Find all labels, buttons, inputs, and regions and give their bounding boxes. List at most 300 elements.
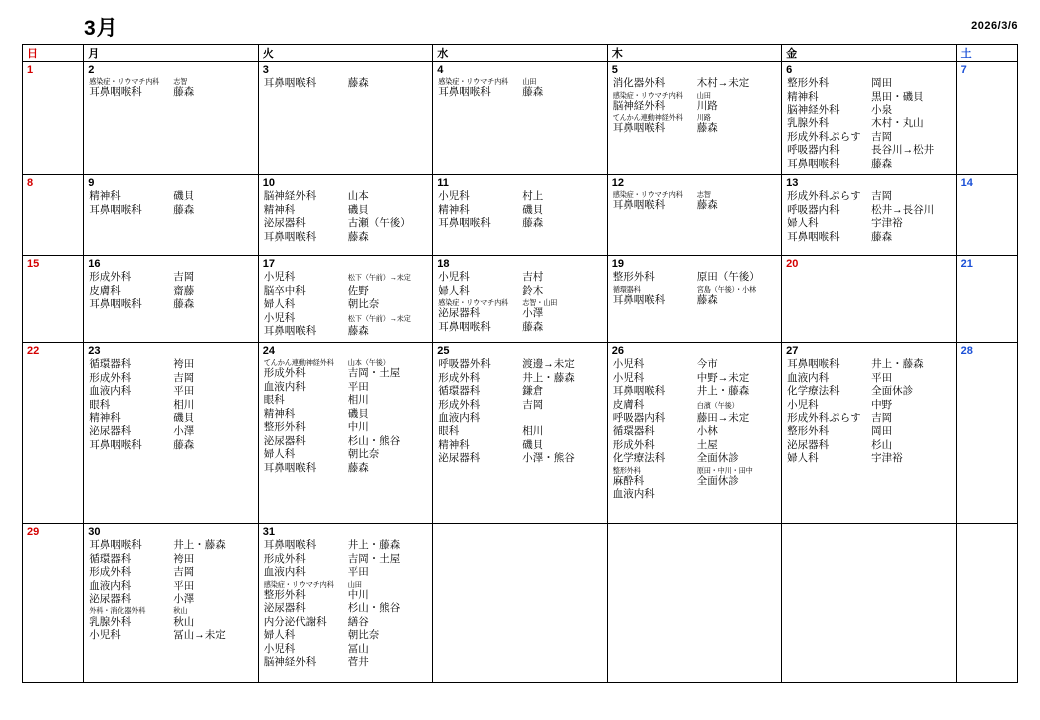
day-number: 24 [262,345,276,358]
day-entry-list [259,190,432,247]
entry-doctor: 志智 [696,190,711,200]
calendar-day-cell[interactable] [782,175,956,256]
entry-doctor: 藤森 [347,77,369,90]
day-entry-list [782,358,955,469]
entry-department: 泌尿器科 [438,452,481,465]
entry-doctor: 吉岡・土屋 [347,552,401,565]
day-number: 20 [786,258,799,271]
schedule-entry [264,231,429,244]
day-number: 10 [262,177,276,190]
entry-department: 脳神経外科 [787,103,840,116]
day-number: 30 [88,526,101,539]
schedule-entry [264,394,429,407]
schedule-entry [89,298,254,311]
calendar-day-cell[interactable] [23,524,84,683]
entry-doctor: 平田 [173,385,195,398]
calendar-day-cell[interactable] [607,256,781,343]
entry-department: 泌尿器科 [89,425,132,438]
schedule-entry [613,190,778,199]
entry-doctor: 中野→未定 [696,371,750,384]
entry-doctor: 原田（午後） [696,271,760,284]
entry-doctor: 藤森 [173,438,195,451]
calendar-day-cell[interactable] [23,175,84,256]
entry-department: 耳鼻咽喉科 [787,157,840,170]
entry-department: 形成外科 [438,371,481,384]
schedule-entry [613,294,778,307]
entry-department: 循環器科 [89,552,132,565]
calendar-day-cell[interactable] [84,62,258,175]
entry-department: 化学療法科 [787,385,840,398]
day-entry-list [782,77,955,174]
entry-doctor: 磯貝 [173,412,195,424]
entry-department: 小児科 [263,271,296,284]
day-number: 6 [786,64,793,76]
entry-doctor: 川路 [696,113,711,123]
schedule-entry [264,435,429,448]
calendar-header-row [23,45,1018,62]
schedule-entry [264,539,429,552]
schedule-entry [89,204,254,217]
entry-department: 整形外科 [612,271,655,284]
day-number: 29 [27,526,40,539]
day-number: 18 [437,258,450,271]
entry-doctor: 鈴木 [522,284,544,297]
schedule-entry [787,231,952,244]
schedule-entry [264,553,429,566]
day-number: 21 [960,258,973,271]
schedule-entry [438,372,603,385]
schedule-entry [613,199,778,212]
entry-department: 精神科 [787,90,819,103]
entry-department: 泌尿器科 [89,593,132,605]
entry-doctor: 冨山→未定 [173,629,226,642]
entry-doctor: 吉岡 [871,130,893,143]
entry-department: 耳鼻咽喉科 [263,325,317,337]
schedule-entry [89,616,254,629]
entry-department: 小児科 [89,629,121,642]
dow-header-1: 月 [84,45,258,62]
entry-doctor: 宇津裕 [871,452,903,465]
entry-doctor: 袴田 [173,358,195,371]
schedule-entry [264,381,429,394]
calendar-day-cell[interactable] [433,62,607,175]
entry-department: 感染症・リウマチ内科 [612,90,683,100]
day-entry-list [957,190,1017,193]
schedule-entry [613,399,778,412]
day-number: 31 [262,526,276,539]
schedule-entry [613,91,778,100]
schedule-entry [787,425,952,438]
entry-doctor: 相川 [347,394,369,407]
entry-department: 形成外科 [263,367,306,380]
schedule-entry [89,77,254,86]
entry-department: 耳鼻咽喉科 [263,539,317,552]
entry-department: 呼吸器内科 [787,203,840,216]
calendar-day-cell[interactable] [84,524,258,683]
entry-doctor: 藤森 [173,86,195,99]
day-number: 15 [27,258,40,271]
entry-doctor: 今市 [696,358,718,371]
day-number: 9 [88,177,95,190]
entry-department: 脳神経外科 [263,655,317,668]
schedule-entry [264,589,429,602]
calendar-day-cell[interactable] [956,343,1017,524]
calendar-day-cell[interactable] [782,256,956,343]
entry-department: 脳神経外科 [263,190,317,203]
calendar-day-cell[interactable] [258,62,432,175]
schedule-entry [787,158,952,171]
entry-department: 形成外科 [89,371,132,384]
day-number: 13 [786,177,799,190]
schedule-entry [438,385,603,398]
entry-department: 感染症・リウマチ内科 [438,77,509,87]
schedule-entry [613,452,778,465]
entry-doctor: 山田 [522,77,537,87]
schedule-entry [438,271,603,284]
calendar-day-cell[interactable] [956,524,1017,683]
entry-department: 精神科 [263,203,296,216]
schedule-entry [264,217,429,230]
entry-department: 整形外科 [263,421,306,434]
schedule-entry [787,217,952,230]
calendar-day-cell[interactable] [607,524,781,683]
entry-doctor: 志智 [173,77,188,87]
entry-doctor: 藤森 [871,157,893,170]
entry-department: 精神科 [89,412,121,424]
schedule-entry [787,144,952,157]
schedule-entry [89,553,254,566]
day-entry-list [433,271,606,337]
entry-doctor: 藤森 [696,122,718,135]
entry-department: 循環器科 [612,284,641,294]
entry-doctor: 藤森 [347,461,369,474]
schedule-entry [89,385,254,398]
day-entry-list [433,190,606,233]
entry-doctor: 全面休診 [696,474,739,487]
schedule-entry [264,616,429,629]
entry-doctor: 中野 [871,398,893,411]
day-entry-list [608,190,781,216]
schedule-entry [613,271,778,284]
entry-department: 形成外科 [89,271,132,284]
entry-doctor: 磯貝 [347,203,369,216]
schedule-entry [89,593,254,606]
entry-doctor: 中川 [347,588,369,601]
print-date: 2026/3/6 [971,20,1018,32]
calendar-day-cell[interactable] [433,343,607,524]
calendar-day-cell[interactable] [258,175,432,256]
schedule-entry [787,412,952,425]
schedule-entry [89,412,254,425]
schedule-entry [89,580,254,593]
entry-doctor: 杉山・熊谷 [347,602,401,615]
dow-header-5: 金 [782,45,956,62]
calendar-day-cell[interactable] [607,343,781,524]
day-number: 27 [786,345,799,358]
entry-department: 形成外科 [438,398,481,411]
day-entry-list [608,527,781,530]
schedule-entry [438,298,603,307]
entry-doctor: 松下（午前）→未定 [347,313,411,323]
schedule-entry [89,190,254,203]
entry-department: 耳鼻咽喉科 [787,230,840,243]
entry-doctor: 小泉 [871,103,893,116]
schedule-entry [787,439,952,452]
schedule-entry [264,358,429,367]
entry-department: 耳鼻咽喉科 [612,293,666,306]
entry-department: 耳鼻咽喉科 [438,320,491,333]
day-entry-list [259,77,432,93]
day-entry-list [84,539,257,645]
schedule-entry [787,77,952,90]
entry-doctor: 岡田 [871,425,893,438]
calendar-day-cell[interactable] [23,62,84,175]
schedule-entry [787,104,952,117]
entry-department: 消化器外科 [612,77,666,90]
day-entry-list [84,77,257,103]
day-number: 1 [27,64,34,76]
entry-doctor: 長谷川→松井 [871,144,935,157]
calendar-day-cell[interactable] [433,256,607,343]
entry-doctor: 磯貝 [347,407,369,420]
dow-header-6: 土 [956,45,1017,62]
entry-doctor: 藤森 [522,217,544,230]
schedule-entry [89,86,254,99]
schedule-entry [264,580,429,589]
entry-department: 婦人科 [263,448,296,461]
entry-department: 血液内科 [438,412,481,424]
entry-doctor: 相川 [173,398,195,411]
entry-department: 整形外科 [787,425,830,438]
day-number: 4 [437,64,444,76]
entry-department: 内分泌代謝科 [263,615,327,628]
entry-department: 形成外科ぷらす [787,190,861,203]
entry-doctor: 吉村 [522,271,544,284]
entry-doctor: 全面休診 [696,452,739,465]
calendar-day-cell[interactable] [956,175,1017,256]
schedule-entry [613,439,778,452]
entry-doctor: 齋藤 [173,284,195,297]
schedule-entry [787,91,952,104]
calendar-day-cell[interactable] [433,175,607,256]
schedule-entry [613,475,778,488]
schedule-entry [264,421,429,434]
schedule-entry [89,629,254,642]
entry-department: 乳腺外科 [787,117,830,130]
entry-department: 婦人科 [263,629,296,642]
entry-department: 耳鼻咽喉科 [89,298,142,311]
schedule-entry [264,298,429,311]
schedule-entry [264,325,429,338]
day-entry-list [259,358,432,478]
entry-department: 外科・消化器外科 [89,606,146,616]
entry-department: 整形外科 [787,77,830,90]
entry-department: 婦人科 [787,452,819,465]
day-number: 8 [27,177,34,190]
entry-doctor: 磯貝 [522,438,544,451]
day-entry-list [608,271,781,310]
calendar-day-cell[interactable] [84,175,258,256]
entry-department: 耳鼻咽喉科 [438,86,491,99]
entry-department: 麻酔科 [612,474,645,487]
entry-doctor: 吉岡 [173,371,195,384]
day-number: 22 [27,345,40,358]
entry-doctor: 原田・中川・田中 [696,465,753,475]
schedule-entry [89,372,254,385]
schedule-entry [438,217,603,230]
entry-doctor: 古瀬（午後） [347,217,411,230]
entry-doctor: 岡田 [871,77,893,90]
entry-department: 血液内科 [263,566,306,579]
calendar-day-cell[interactable] [782,62,956,175]
day-number: 23 [88,345,101,358]
calendar-day-cell[interactable] [258,343,432,524]
day-entry-list [259,271,432,341]
entry-doctor: 松井→長谷川 [871,203,935,216]
dow-header-4: 木 [607,45,781,62]
entry-doctor: 吉岡 [871,190,893,203]
calendar-day-cell[interactable] [956,256,1017,343]
entry-department: 耳鼻咽喉科 [89,438,142,451]
entry-doctor: 佐野 [347,284,369,297]
entry-doctor: 渡邊→未定 [522,358,575,371]
page-header [22,10,1018,44]
entry-department: 整形外科 [612,465,641,475]
calendar-day-cell[interactable] [607,175,781,256]
entry-department: 小児科 [438,190,470,203]
entry-department: 小児科 [612,371,645,384]
schedule-entry [438,307,603,320]
calendar-day-cell[interactable] [433,524,607,683]
entry-department: 循環器科 [612,425,655,438]
entry-department: 泌尿器科 [263,434,306,447]
day-entry-list [23,77,83,80]
calendar-day-cell[interactable] [956,62,1017,175]
entry-department: 皮膚科 [89,284,121,297]
calendar-day-cell[interactable] [782,343,956,524]
calendar-table [22,44,1018,683]
schedule-entry [438,412,603,425]
schedule-entry [787,358,952,371]
entry-doctor: 吉岡 [871,412,893,424]
schedule-entry [89,358,254,371]
day-entry-list [84,190,257,220]
day-number: 14 [960,177,973,190]
entry-department: 血液内科 [89,385,132,398]
schedule-entry [89,399,254,412]
schedule-entry [438,321,603,334]
entry-doctor: 中川 [347,421,369,434]
day-entry-list [84,271,257,314]
entry-department: 婦人科 [438,284,470,297]
day-entry-list [433,527,606,530]
schedule-entry [438,77,603,86]
day-entry-list [957,358,1017,361]
entry-department: 感染症・リウマチ内科 [263,579,334,589]
entry-doctor: 志智・山田 [522,298,558,308]
entry-doctor: 朝比奈 [347,448,380,461]
calendar-day-cell[interactable] [84,256,258,343]
calendar-week-row [23,175,1018,256]
day-number: 26 [611,345,624,358]
entry-doctor: 小澤 [173,425,195,438]
entry-department: てんかん連動神経外科 [263,358,334,368]
schedule-entry [264,190,429,203]
entry-doctor: 藤森 [173,203,195,216]
calendar-day-cell[interactable] [258,524,432,683]
calendar-day-cell[interactable] [23,256,84,343]
day-number: 5 [611,64,618,76]
entry-doctor: 磯貝 [522,203,544,216]
calendar-week-row [23,343,1018,524]
entry-department: 耳鼻咽喉科 [263,461,317,474]
entry-doctor: 黒田・磯貝 [871,90,924,103]
day-number: 12 [611,177,624,190]
entry-department: 血液内科 [787,371,830,384]
entry-doctor: 山本 [347,190,369,203]
entry-doctor: 宮島（午後）・小林 [696,284,756,294]
calendar-day-cell[interactable] [84,343,258,524]
schedule-entry [438,452,603,465]
entry-department: 婦人科 [787,217,819,230]
schedule-entry [613,412,778,425]
day-number: 25 [437,345,450,358]
entry-doctor: 山田 [696,90,711,100]
calendar-day-cell[interactable] [258,256,432,343]
entry-doctor: 小澤 [522,307,544,320]
entry-department: 呼吸器内科 [612,412,666,424]
entry-department: 化学療法科 [612,452,666,465]
entry-department: 小児科 [438,271,470,284]
schedule-entry [787,452,952,465]
entry-doctor: 吉岡 [173,566,195,579]
entry-department: 呼吸器内科 [787,144,840,157]
entry-department: 眼科 [89,398,111,411]
schedule-entry [438,86,603,99]
entry-doctor: 山本（午後） [347,358,390,368]
entry-doctor: 吉岡・土屋 [347,367,401,380]
entry-doctor: 吉岡 [522,398,544,411]
entry-department: てんかん連動神経外科 [612,113,683,123]
schedule-entry [613,122,778,135]
entry-department: 耳鼻咽喉科 [438,217,491,230]
entry-department: 整形外科 [263,588,306,601]
entry-doctor: 井上・藤森 [522,371,575,384]
calendar-day-cell[interactable] [23,343,84,524]
day-entry-list [957,527,1017,530]
schedule-entry [438,399,603,412]
entry-doctor: 松下（午前）→未定 [347,273,411,283]
entry-doctor: 藤森 [347,325,369,337]
entry-doctor: 井上・藤森 [696,385,750,398]
calendar-day-cell[interactable] [782,524,956,683]
entry-department: 耳鼻咽喉科 [263,230,317,243]
entry-department: 脳卒中科 [263,284,306,297]
entry-department: 耳鼻咽喉科 [89,203,142,216]
entry-department: 乳腺外科 [89,615,132,628]
entry-department: 形成外科 [263,552,306,565]
calendar-day-cell[interactable] [607,62,781,175]
entry-doctor: 杉山・熊谷 [347,434,401,447]
entry-doctor: 繕谷 [347,615,369,628]
schedule-entry [264,77,429,90]
entry-doctor: 川路 [696,99,718,112]
entry-doctor: 相川 [522,425,544,438]
entry-doctor: 藤森 [871,230,893,243]
entry-doctor: 全面休診 [871,385,914,398]
entry-doctor: 藤森 [522,320,544,333]
entry-doctor: 平田 [871,371,893,384]
